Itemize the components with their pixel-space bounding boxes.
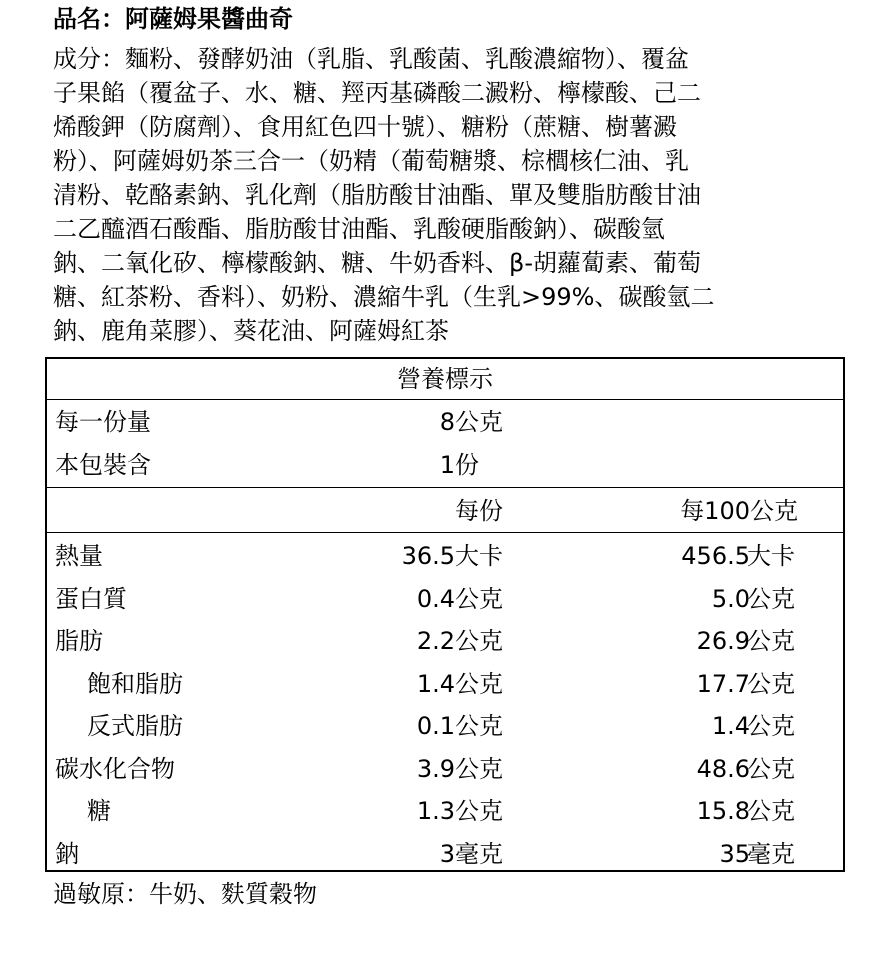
per-100g-unit: 毫克	[747, 839, 795, 868]
nutrient-row	[47, 664, 843, 704]
servings-unit: 份	[455, 451, 479, 479]
nutrient-label: 反式脂肪	[87, 712, 183, 740]
per-serving-unit: 公克	[455, 712, 503, 740]
per-serving-value: 3	[439, 839, 455, 868]
per-serving-unit: 毫克	[455, 839, 503, 868]
per-100g-unit: 公克	[747, 584, 795, 613]
per-serving-value: 2.2	[416, 627, 455, 655]
per-100g-value: 48.6	[696, 754, 750, 783]
per-100g-value: 5.0	[711, 584, 750, 613]
per-100g-unit: 公克	[747, 627, 795, 655]
per-serving-unit: 公克	[455, 627, 503, 655]
per-serving-value: 0.4	[416, 584, 455, 613]
serving-size-label: 每一份量	[55, 408, 151, 436]
ingredients-line: 二乙醯酒石酸酯、脂肪酸甘油酯、乳酸硬脂酸鈉）、碳酸氫	[53, 215, 665, 243]
per-serving-value: 1.4	[416, 669, 455, 698]
nutrient-label: 脂肪	[55, 627, 103, 655]
divider	[47, 399, 843, 400]
servings-value: 1	[439, 451, 455, 479]
nutrient-row	[47, 536, 843, 576]
nutrition-header: 營養標示	[397, 365, 493, 393]
per-serving-value: 0.1	[416, 712, 455, 740]
per-100g-unit: 公克	[747, 669, 795, 698]
serving-size-value: 8	[439, 408, 455, 436]
per-100g-value: 17.7	[696, 669, 750, 698]
nutrient-label: 飽和脂肪	[87, 669, 183, 698]
nutrient-row	[47, 621, 843, 661]
col-per-serving: 每份	[455, 497, 503, 525]
per-serving-unit: 大卡	[455, 542, 503, 570]
per-serving-value: 3.9	[416, 754, 455, 783]
column-header-row	[47, 491, 843, 531]
col-per-100g: 每100公克	[680, 497, 798, 525]
ingredients-line: 清粉、乾酪素鈉、乳化劑（脂肪酸甘油酯、單及雙脂肪酸甘油	[53, 181, 701, 209]
nutrient-row	[47, 706, 843, 746]
ingredients-line: 子果餡（覆盆子、水、糖、羥丙基磷酸二澱粉、檸檬酸、己二	[53, 79, 701, 107]
per-100g-value: 26.9	[696, 627, 750, 655]
nutrient-label: 熱量	[55, 542, 103, 570]
per-100g-value: 35	[719, 839, 750, 868]
nutrition-table	[45, 357, 845, 872]
ingredients-text	[53, 42, 843, 348]
per-100g-value: 1.4	[711, 712, 750, 740]
per-100g-unit: 公克	[747, 712, 795, 740]
divider	[47, 487, 843, 488]
ingredients-line: 烯酸鉀（防腐劑）、食用紅色四十號）、糖粉（蔗糖、樹薯澱	[53, 113, 677, 141]
ingredients-line: 粉）、阿薩姆奶茶三合一（奶精（葡萄糖漿、棕櫚核仁油、乳	[53, 147, 689, 175]
nutrient-row	[47, 579, 843, 619]
ingredients-line: 鈉、二氧化矽、檸檬酸鈉、糖、牛奶香料、β-胡蘿蔔素、葡萄	[53, 249, 701, 277]
per-serving-unit: 公克	[455, 797, 503, 825]
ingredients-line: 糖、紅茶粉、香料）、奶粉、濃縮牛乳（生乳>99%、碳酸氫二	[53, 283, 715, 311]
servings-row	[47, 445, 843, 485]
nutrient-label: 鈉	[55, 839, 79, 868]
per-100g-unit: 公克	[747, 797, 795, 825]
ingredients-line: 鈉、鹿角菜膠）、葵花油、阿薩姆紅茶	[53, 317, 449, 345]
per-100g-value: 456.5	[681, 542, 750, 570]
per-100g-value: 15.8	[696, 797, 750, 825]
allergen-statement: 過敏原：牛奶、麩質穀物	[53, 880, 317, 908]
per-serving-value: 1.3	[416, 797, 455, 825]
servings-label: 本包裝含	[55, 451, 151, 479]
per-serving-unit: 公克	[455, 669, 503, 698]
serving-size-row	[47, 402, 843, 442]
nutrient-label: 糖	[87, 797, 111, 825]
nutrient-row	[47, 834, 843, 874]
ingredients-line: 成分：麵粉、發酵奶油（乳脂、乳酸菌、乳酸濃縮物）、覆盆	[53, 45, 689, 73]
nutrient-label: 碳水化合物	[55, 754, 175, 783]
divider	[47, 532, 843, 533]
per-100g-unit: 大卡	[747, 542, 795, 570]
nutrient-row	[47, 749, 843, 789]
nutrient-label: 蛋白質	[55, 584, 127, 613]
per-serving-value: 36.5	[401, 542, 455, 570]
per-serving-unit: 公克	[455, 584, 503, 613]
serving-size-unit: 公克	[455, 408, 503, 436]
per-100g-unit: 公克	[747, 754, 795, 783]
nutrient-row	[47, 791, 843, 831]
per-serving-unit: 公克	[455, 754, 503, 783]
product-name: 品名：阿薩姆果醬曲奇	[53, 5, 293, 33]
nutrition-header-row	[47, 359, 843, 399]
